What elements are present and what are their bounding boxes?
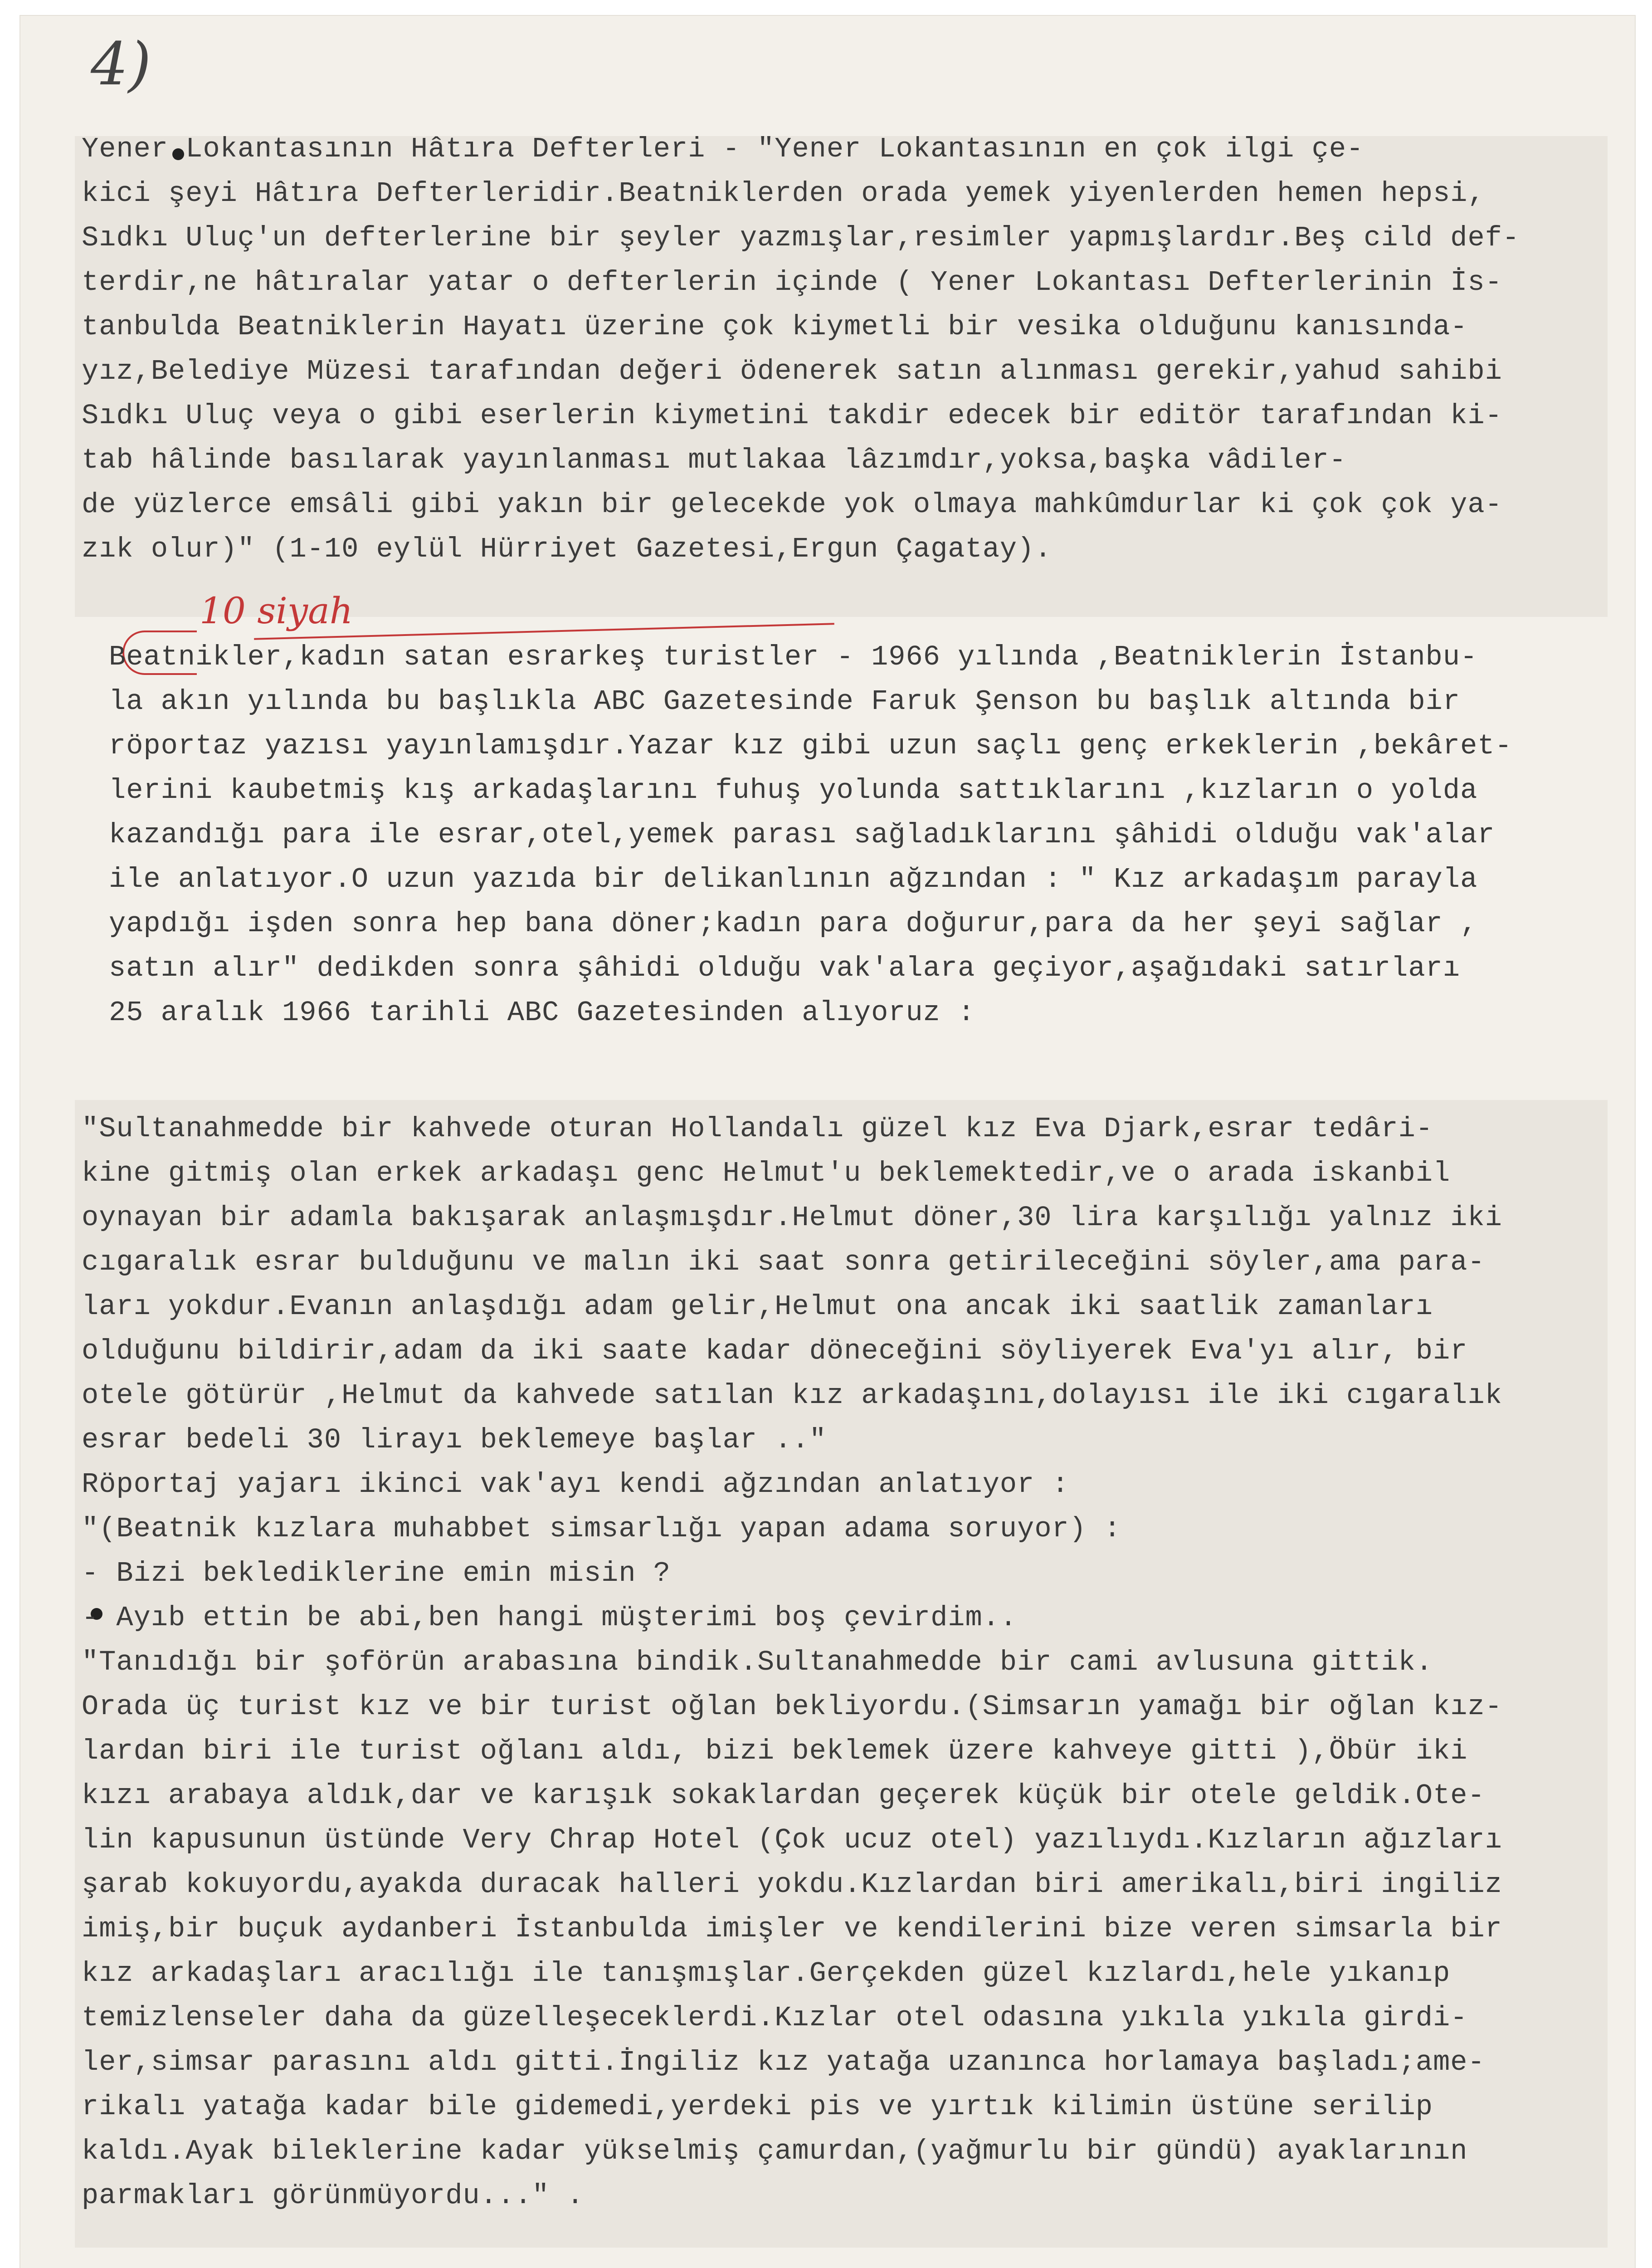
paragraph-beatnikler: Beatnikler,kadın satan esrarkeş turistler - 1966 yılında ,Beatniklerin İstanbu- la akın yılında bu başlıkla ABC Gazetesinde Faruk Şenson bu başlık altında bir röportaz yazısı yayınlamışdır.Yazar kız gibi uzun saçlı genç erkeklerin ,bekâret- lerini kaubetmiş kış arkadaşlarını fuhuş yolunda sattıklarını ,kızların o yolda kazandığı para ile esrar,otel,yemek parası sağladıklarını şâhidi olduğu vak'alar ile anlatıyor.O uzun yazıda bir delikanlının ağzından : " Kız arkadaşım parayla yapdığı işden sonra hep bana döner;kadın para doğurur,para da her şeyi sağlar , satın alır" dedikden sonra şâhidi olduğu vak'alara geçiyor,aşağıdaki satırları 25 aralık 1966 tarihli ABC Gazetesinden alıyoruz : <box>109 641 1512 1029</box>
margin-note: 10 siyah <box>200 590 353 632</box>
paragraph-yener-lokantasi: Yener Lokantasının Hâtıra Defterleri - "Yener Lokantasının en çok ilgi çe- kici şeyi Hâtıra Defterleridir.Beatniklerden orada yemek yiyenlerden hemen hepsi, Sıdkı Uluç'un defterlerine bir şeyler yazmışlar,resimler yapmışlardır.Beş cild def- terdir,ne hâtıralar yatar o defterlerin içinde ( Yener Lokantası Defterlerinin İs- tanbulda Beatniklerin Hayatı üzerine çok kiymetli bir vesika olduğunu kanısında- yız,Belediye Müzesi tarafından değeri ödenerek satın alınması gerekir,yahud sahibi Sıdkı Uluç veya o gibi eserlerin kiymetini takdir edecek bir editör tarafından ki- tab hâlinde basılarak yayınlanması mutlakaa lâzımdır,yoksa,başka vâdiler- de yüzlerce emsâli gibi yakın bir gelecekde yok olmaya mahkûmdurlar ki çok çok ya- zık olur)" (1-10 eylül Hürriyet Gazetesi,Ergun Çagatay). <box>82 133 1520 565</box>
page-number: 4) <box>91 29 151 98</box>
paragraph-quote-abc: "Sultanahmedde bir kahvede oturan Hollandalı güzel kız Eva Djark,esrar tedâri- kine gitmiş olan erkek arkadaşı genc Helmut'u beklemektedir,ve o arada iskanbil oynayan bir adamla bakışarak anlaşmışdır.Helmut döner,30 lira karşılığı yalnız iki cıgaralık esrar bulduğunu ve malın iki saat sonra getirileceğini söyler,ama para- ları yokdur.Evanın anlaşdığı adam gelir,Helmut ona ancak iki saatlik zamanları olduğunu bildirir,adam da iki saate kadar döneceğini söyliyerek Eva'yı alır, bir otele götürür ,Helmut da kahvede satılan kız arkadaşını,dolayısı ile iki cıgaralık esrar bedeli 30 lirayı beklemeye başlar .." Röportaj yajarı ikinci vak'ayı kendi ağzından anlatıyor : "(Beatnik kızlara muhabbet simsarlığı yapan adama soruyor) : - Bizi beklediklerine emin misin ? - Ayıb ettin be abi,ben hangi müşterimi boş çevirdim.. "Tanıdığı bir şoförün arabasına bindik.Sultanahmedde bir cami avlusuna gittik. Orada üç turist kız ve bir turist oğlan bekliyordu.(Simsarın yamağı bir oğlan kız- lardan biri ile turist oğlanı aldı, bizi beklemek üzere kahveye gitti ),Öbür iki kızı arabaya aldık,dar ve karışık sokaklardan geçerek küçük bir otele geldik.Ote- lin kapusunun üstünde Very Chrap Hotel (Çok ucuz otel) yazılıydı.Kızların ağızları şarab kokuyordu,ayakda duracak halleri yokdu.Kızlardan biri amerikalı,biri ingiliz imiş,bir buçuk aydanberi İstanbulda imişler ve kendilerini bize veren simsarla bir kız arkadaşları aracılığı ile tanışmışlar.Gerçekden güzel kızlardı,hele yıkanıp temizlenseler daha da güzelleşeceklerdi.Kızlar otel odasına yıkıla yıkıla girdi- ler,simsar parasını aldı gitti.İngiliz kız yatağa uzanınca horlamaya başladı;ame- rikalı yatağa kadar bile gidemedi,yerdeki pis ve yırtık kilimin üstüne serilip kaldı.Ayak bileklerine kadar yükselmiş çamurdan,(yağmurlu bir gündü) ayaklarının parmakları görünmüyordu..." . <box>82 1113 1502 2212</box>
